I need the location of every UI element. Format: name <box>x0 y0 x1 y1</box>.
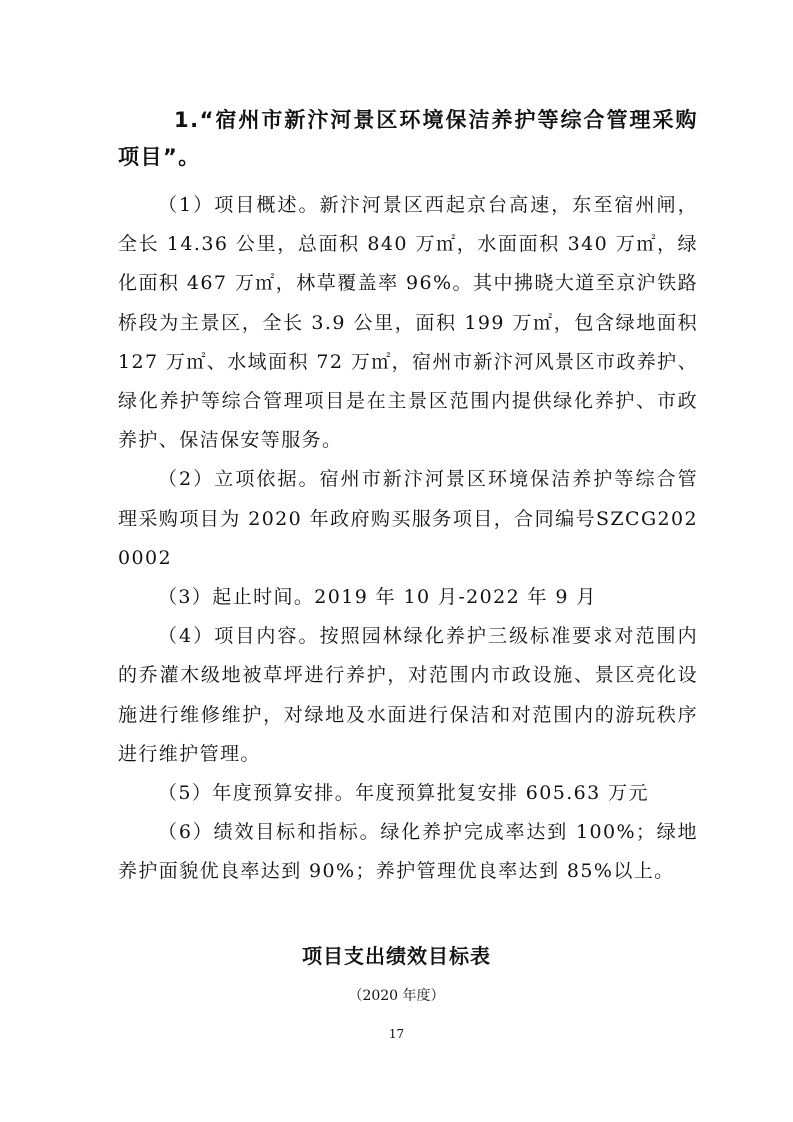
paragraph-basis: （2）立项依据。宿州市新汴河景区环境保洁养护等综合管理采购项目为 2020 年政府购买服务项目，合同编号SZCG2020002 <box>118 468 698 569</box>
table-title: 项目支出绩效目标表 <box>302 944 491 968</box>
page-number: 17 <box>388 1027 405 1041</box>
table-subtitle: （2020 年度） <box>348 988 445 1004</box>
paragraph-targets: （6）绩效目标和指标。绿化养护完成率达到 100%；绿地养护面貌优良率达到 90%；养护管理优良率达到 85%以上。 <box>118 821 698 883</box>
paragraph-budget: （5）年度预算安排。年度预算批复安排 605.63 万元 <box>158 782 649 805</box>
section-heading: 1.“宿州市新汴河景区环境保洁养护等综合管理采购项目”。 <box>118 108 698 169</box>
paragraph-period: （3）起止时间。2019 年 10 月-2022 年 9 月 <box>158 586 597 609</box>
paragraph-overview: （1）项目概述。新汴河景区西起京台高速，东至宿州闸，全长 14.36 公里，总面积 840 万㎡，水面面积 340 万㎡，绿化面积 467 万㎡，林草覆盖率 96%。其中拂晓大道至京沪铁路桥段为主景区，全长 3.9 公里，面积 199 万㎡，包含绿地面积 127 万㎡、水域面积 72 万㎡，宿州市新汴河风景区市政养护、绿化养护等综合管理项目是在主景区范围内提供绿化养护、市政养护、保洁保安等服务。 <box>118 194 698 452</box>
paragraph-content: （4）项目内容。按照园林绿化养护三级标准要求对范围内的乔灌木级地被草坪进行养护，对范围内市政设施、景区亮化设施进行维修维护，对绿地及水面进行保洁和对范围内的游玩秩序进行维护管理。 <box>118 625 698 765</box>
body-text <box>118 186 698 892</box>
